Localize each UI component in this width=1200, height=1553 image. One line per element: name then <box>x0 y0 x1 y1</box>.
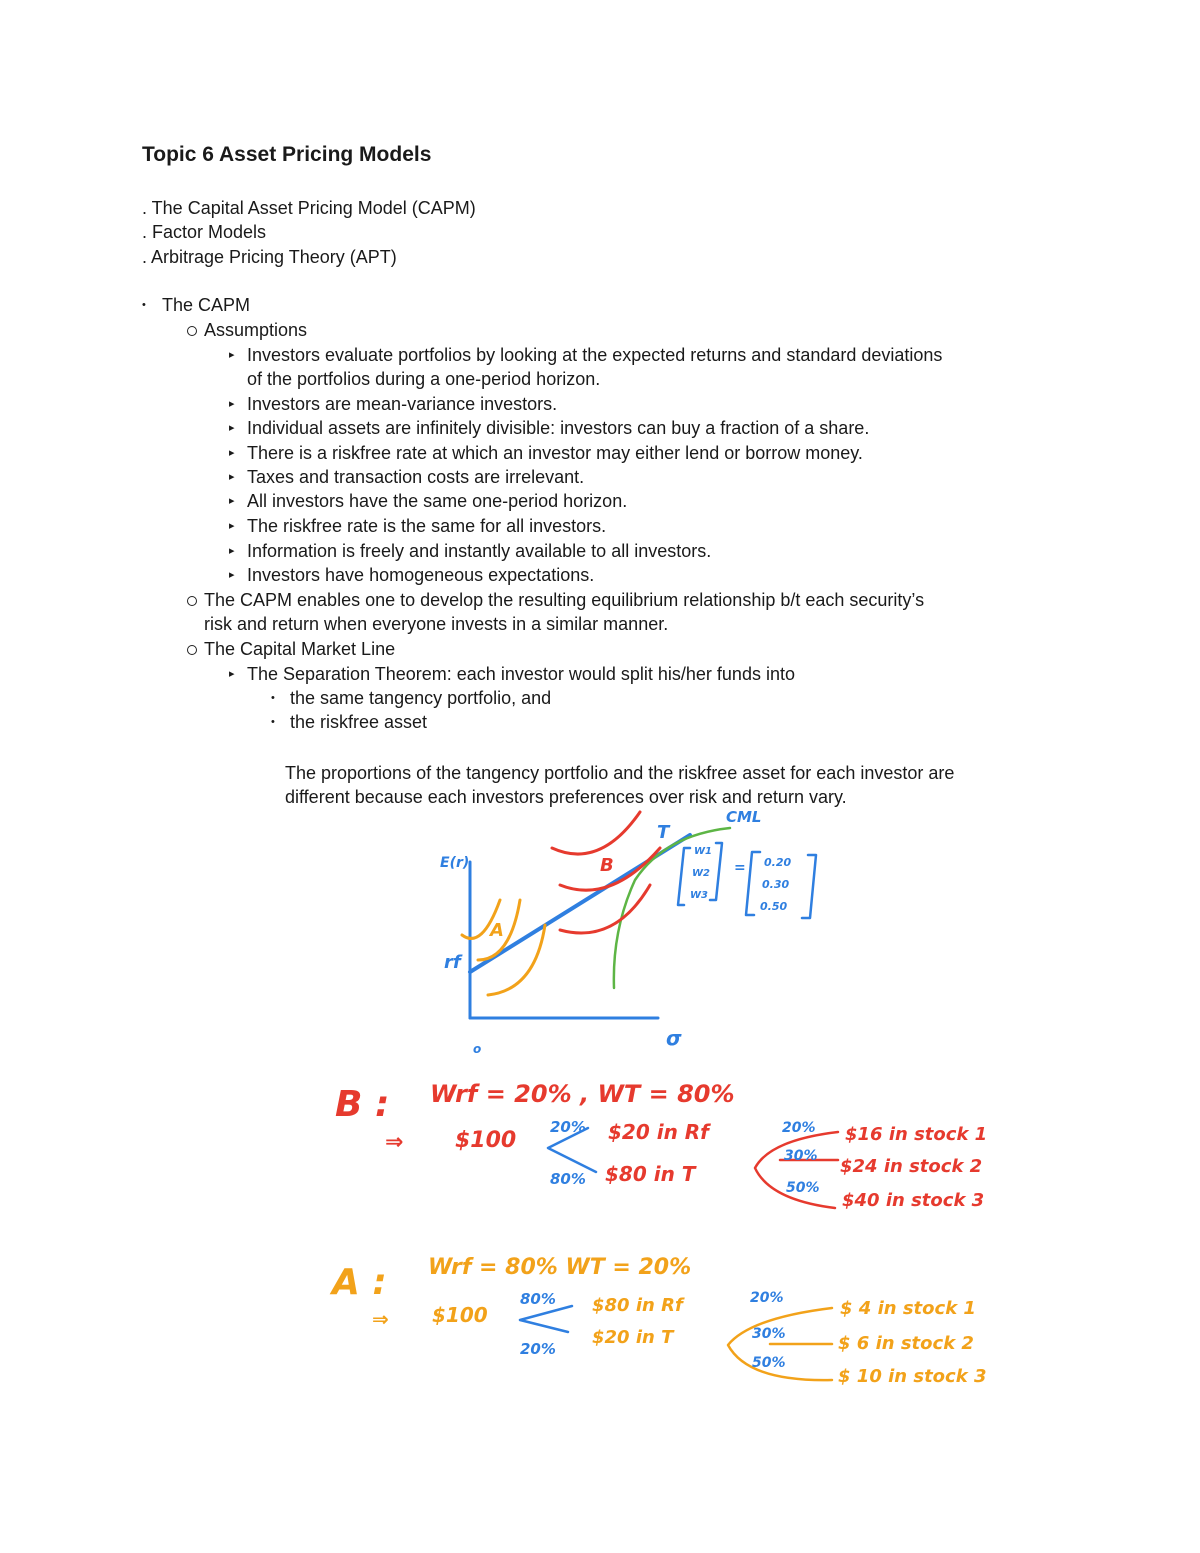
pct-tangency: 20% <box>520 1340 556 1358</box>
investor-a-label: A : <box>332 1262 387 1303</box>
triangle-bullet-icon: ▸ <box>229 520 235 532</box>
page-title: Topic 6 Asset Pricing Models <box>142 143 432 166</box>
subsection-label: The Capital Market Line <box>204 639 396 659</box>
stock-pct: 20% <box>782 1120 816 1136</box>
triangle-bullet-icon: ▸ <box>229 447 235 459</box>
weight-value: 0.20 <box>764 856 792 869</box>
pct-riskfree: 80% <box>520 1290 556 1308</box>
arrow-icon: ⇒ <box>385 1130 404 1155</box>
matrix-bracket <box>802 855 816 918</box>
triangle-bullet-icon: ▸ <box>229 398 235 410</box>
triangle-bullet-icon: ▸ <box>229 471 235 483</box>
stock-allocation: $ 4 in stock 1 <box>840 1298 976 1319</box>
assumption-item: The riskfree rate is the same for all investors. <box>247 516 607 536</box>
section-heading: The CAPM <box>162 295 251 315</box>
split-item: the riskfree asset <box>290 712 428 732</box>
investor-a-weights: Wrf = 80% WT = 20% <box>428 1255 692 1280</box>
investor-b-label: B : <box>335 1084 390 1125</box>
triangle-bullet-icon: ▸ <box>229 422 235 434</box>
investment-amount: $100 <box>432 1303 488 1327</box>
stock-allocation: $ 6 in stock 2 <box>838 1333 974 1354</box>
investor-b-weights: Wrf = 20% , WT = 80% <box>430 1080 735 1108</box>
split-item: the same tangency portfolio, and <box>290 688 552 708</box>
point-a-label: A <box>490 920 504 941</box>
stock-allocation: $40 in stock 3 <box>842 1190 985 1211</box>
subsection-label: Assumptions <box>204 320 308 340</box>
point-b-label: B <box>600 855 614 876</box>
pct-tangency: 80% <box>550 1170 586 1188</box>
weight-value: 0.50 <box>760 900 788 913</box>
amount-riskfree: $20 in Rf <box>608 1120 709 1144</box>
bullet-icon: • <box>271 692 275 704</box>
stock-pct: 50% <box>786 1180 820 1196</box>
stock-pct: 30% <box>784 1148 818 1164</box>
stock-pct: 50% <box>752 1355 786 1371</box>
assumption-item: Individual assets are infinitely divisible: investors can buy a fraction of a share. <box>247 418 870 438</box>
matrix-bracket <box>746 852 760 915</box>
weight-label: W2 <box>692 868 710 879</box>
equilibrium-text: risk and return when everyone invests in a similar manner. <box>204 614 669 634</box>
paragraph-line: different because each investors preferences over risk and return vary. <box>285 787 847 807</box>
weight-value: 0.30 <box>762 878 790 891</box>
weight-label: W3 <box>690 890 708 901</box>
stock-allocation: $16 in stock 1 <box>845 1124 988 1145</box>
tangency-label: T <box>657 822 670 843</box>
split-arrow <box>520 1306 572 1332</box>
assumption-item: Investors evaluate portfolios by looking at the expected returns and standard deviations <box>247 345 943 365</box>
paragraph-line: The proportions of the tangency portfolio and the riskfree asset for each investor are <box>285 763 955 783</box>
assumption-item: There is a riskfree rate at which an investor may either lend or borrow money. <box>247 443 863 463</box>
equilibrium-text: The CAPM enables one to develop the resulting equilibrium relationship b/t each security’s <box>204 590 925 610</box>
assumption-item: Investors are mean-variance investors. <box>247 394 558 414</box>
triangle-bullet-icon: ▸ <box>229 668 235 680</box>
axis-y-label: E(r) <box>440 855 470 871</box>
assumption-item: Information is freely and instantly available to all investors. <box>247 541 712 561</box>
stock-allocation: $ 10 in stock 3 <box>838 1366 987 1387</box>
amount-tangency: $80 in T <box>605 1162 696 1186</box>
outline-item: . Arbitrage Pricing Theory (APT) <box>142 247 397 267</box>
assumption-item: Investors have homogeneous expectations. <box>247 565 595 585</box>
investment-amount: $100 <box>455 1128 517 1153</box>
stock-allocation: $24 in stock 2 <box>840 1156 983 1177</box>
equals-sign: = <box>734 860 746 876</box>
efficient-frontier-curve <box>614 828 730 988</box>
triangle-bullet-icon: ▸ <box>229 349 235 361</box>
amount-riskfree: $80 in Rf <box>592 1295 683 1316</box>
assumption-item: of the portfolios during a one-period horizon. <box>247 369 601 389</box>
assumption-item: All investors have the same one-period horizon. <box>247 491 628 511</box>
triangle-bullet-icon: ▸ <box>229 495 235 507</box>
indifference-curve-red <box>552 812 640 854</box>
outline-item: . Factor Models <box>142 222 267 242</box>
axis-x-label: σ <box>666 1026 682 1050</box>
cml-label: CML <box>726 808 762 826</box>
stock-pct: 30% <box>752 1326 786 1342</box>
outline-item: . The Capital Asset Pricing Model (CAPM) <box>142 198 476 218</box>
matrix-bracket <box>678 848 690 905</box>
amount-tangency: $20 in T <box>592 1327 674 1348</box>
triangle-bullet-icon: ▸ <box>229 569 235 581</box>
separation-theorem: The Separation Theorem: each investor would split his/her funds into <box>247 664 795 684</box>
stock-pct: 20% <box>750 1290 784 1306</box>
triangle-bullet-icon: ▸ <box>229 545 235 557</box>
bullet-icon: • <box>142 299 146 311</box>
split-arrow <box>755 1132 838 1208</box>
rf-label: rf <box>444 952 461 973</box>
weight-label: W1 <box>694 846 712 857</box>
pct-riskfree: 20% <box>550 1118 586 1136</box>
bullet-icon: • <box>271 716 275 728</box>
arrow-icon: ⇒ <box>372 1307 389 1331</box>
origin-label: o <box>473 1042 482 1056</box>
assumption-item: Taxes and transaction costs are irrelevant. <box>247 467 585 487</box>
